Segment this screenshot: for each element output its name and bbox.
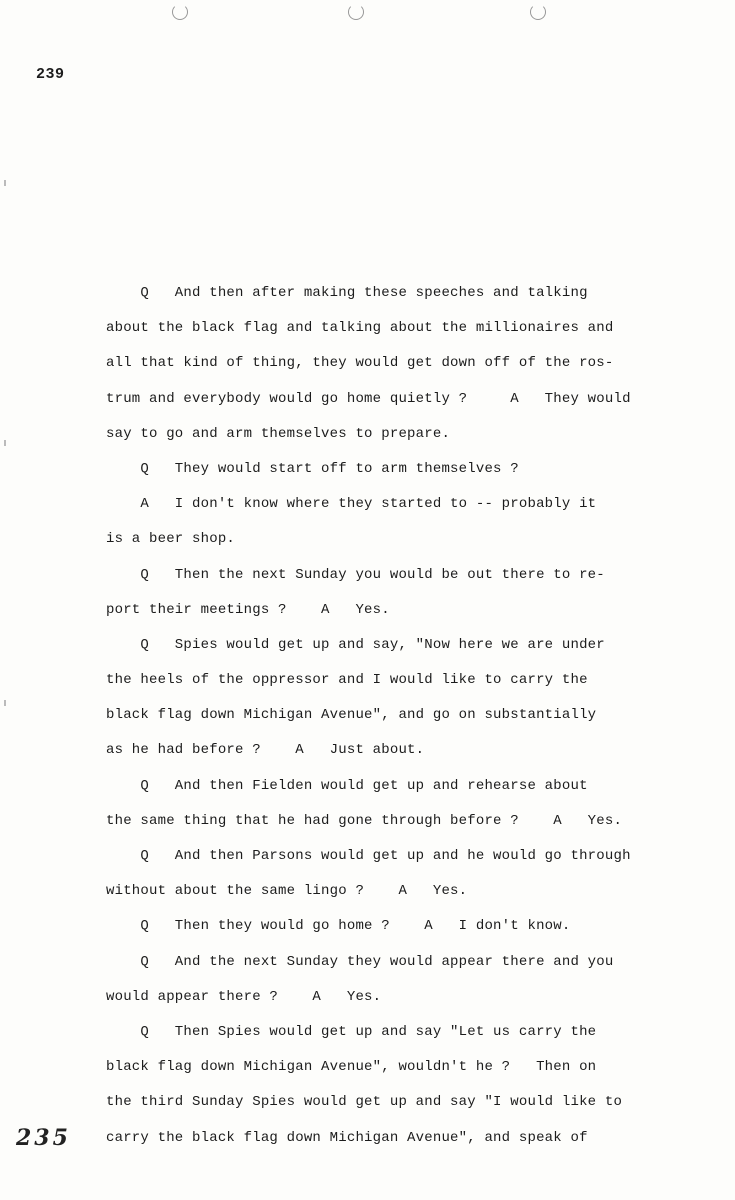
- transcript-line: carry the black flag down Michigan Avenue", and speak of: [106, 1129, 588, 1146]
- margin-mark: [4, 440, 6, 446]
- transcript-line: say to go and arm themselves to prepare.: [106, 425, 451, 442]
- transcript-line: Q Then the next Sunday you would be out there to re-: [106, 566, 605, 583]
- transcript-line: Q And the next Sunday they would appear there and you: [106, 953, 614, 970]
- transcript-line: black flag down Michigan Avenue", wouldn't he ? Then on: [106, 1059, 597, 1076]
- transcript-line: as he had before ? A Just about.: [106, 742, 425, 759]
- transcript-line: the same thing that he had gone through before ? A Yes.: [106, 812, 623, 829]
- transcript-line: is a beer shop.: [106, 531, 236, 548]
- transcript-line: Q They would start off to arm themselves ?: [106, 460, 519, 477]
- punch-hole-mark: [348, 4, 364, 20]
- transcript-line: Q And then after making these speeches and talking: [106, 285, 588, 301]
- transcript-line: port their meetings ? A Yes.: [106, 601, 390, 618]
- transcript-body: [106, 276, 706, 1156]
- transcript-line: Q And then Fielden would get up and rehearse about: [106, 777, 588, 794]
- transcript-line: black flag down Michigan Avenue", and go on substantially: [106, 707, 597, 724]
- transcript-line: the heels of the oppressor and I would like to carry the: [106, 672, 588, 689]
- page-number: 239: [36, 66, 65, 83]
- transcript-line: trum and everybody would go home quietly ? A They would: [106, 390, 631, 407]
- transcript-line: Q Spies would get up and say, "Now here we are under: [106, 636, 605, 653]
- handwritten-page-stamp: 235: [16, 1125, 71, 1151]
- punch-hole-mark: [530, 4, 546, 20]
- transcript-line: Q Then they would go home ? A I don't know.: [106, 918, 571, 935]
- margin-mark: [4, 180, 6, 186]
- transcript-line: the third Sunday Spies would get up and say "I would like to: [106, 1094, 623, 1111]
- margin-mark: [4, 700, 6, 706]
- transcript-line: Q And then Parsons would get up and he would go through: [106, 848, 631, 864]
- transcript-line: about the black flag and talking about the millionaires and: [106, 320, 614, 337]
- transcript-line: A I don't know where they started to -- probably it: [106, 496, 597, 513]
- punch-hole-mark: [172, 4, 188, 20]
- transcript-line: Q Then Spies would get up and say "Let us carry the: [106, 1023, 597, 1040]
- transcript-line: without about the same lingo ? A Yes.: [106, 883, 468, 900]
- transcript-line: would appear there ? A Yes.: [106, 988, 382, 1005]
- transcript-line: all that kind of thing, they would get down off of the ros-: [106, 355, 614, 372]
